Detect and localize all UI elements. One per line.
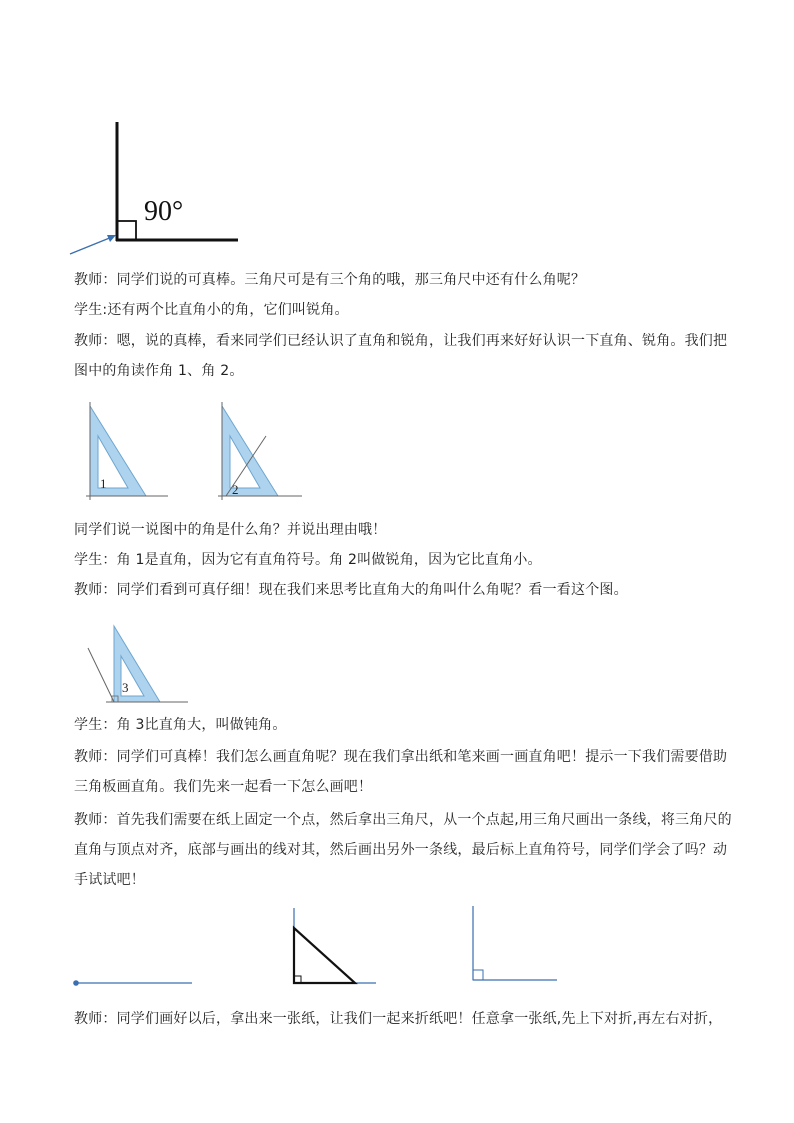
step-1-point-line [73,980,192,986]
paragraph-9: 教师：首先我们需要在纸上固定一个点，然后拿出三角尺，从一个点起,用三角尺画出一条线，将三角尺的直角与顶点对齐，底部与画出的线对其，然后画出另外一条线，最后标上直角符号，同学们学会了吗？动手试试吧！ [74,812,732,888]
paragraph-7: 学生：角 3比直角大，叫做钝角。 [74,717,287,733]
paragraph-10: 教师：同学们画好以后，拿出来一张纸，让我们一起来折纸吧！任意拿一张纸,先上下对折,再左右对折， [74,1011,723,1027]
paragraph-8: 教师：同学们可真棒！我们怎么画直角呢？现在我们拿出纸和笔来画一画直角吧！提示一下我们需要借助三角板画直角。我们先来一起看一下怎么画吧！ [74,749,728,795]
paragraph-6: 教师：同学们看到可真仔细！现在我们来思考比直角大的角叫什么角呢？看一看这个图。 [74,582,628,598]
angle-label-3: 3 [122,680,129,695]
paragraph-3: 教师：嗯，说的真棒，看来同学们已经认识了直角和锐角，让我们再来好好认识一下直角、锐角。我们把图中的角读作角 1、角 2。 [74,333,728,379]
obtuse-angle-figure [84,620,194,710]
step-3-right-angle [473,906,557,980]
set-square-figure [84,400,316,510]
angle-label-1: 1 [100,476,107,491]
angle-label-90: 90° [144,196,184,227]
paragraph-2: 学生:还有两个比直角小的角，它们叫锐角。 [74,302,349,318]
draw-right-angle-steps-figure [70,900,570,996]
paragraph-1: 教师：同学们说的可真棒。三角尺可是有三个角的哦，那三角尺中还有什么角呢？ [74,272,586,288]
right-angle-figure [66,118,246,258]
step-2-set-square [294,908,376,983]
angle-label-2: 2 [232,482,239,497]
paragraph-5: 学生：角 1是直角，因为它有直角符号。角 2叫做锐角，因为它比直角小。 [74,552,542,568]
paragraph-4: 同学们说一说图中的角是什么角？并说出理由哦！ [74,522,387,538]
